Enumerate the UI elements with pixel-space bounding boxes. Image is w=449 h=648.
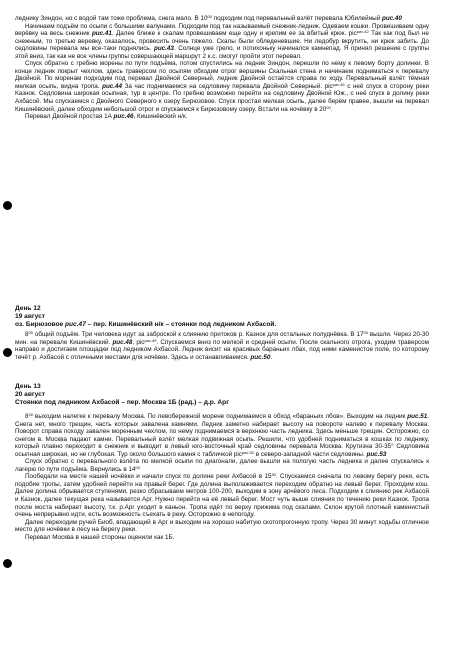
- route-heading: [15, 321, 429, 329]
- figure-ref: рис.40: [381, 15, 402, 22]
- paragraph: Перевал Москва в нашей стороны оценили как 1Б.: [25, 533, 175, 541]
- section-day11-continued: [15, 15, 429, 121]
- superscript-minutes: 30: [28, 412, 33, 417]
- superscript-minutes: 30: [271, 472, 276, 478]
- figure-ref: рис.50: [250, 353, 271, 361]
- figure-ref: рис.47: [64, 321, 86, 328]
- figure-ref: рис.48: [112, 338, 133, 346]
- paragraph: Спуск обратно с гребню морены по пути подъёма, потом спустились на ледник Зиндон, перешли по нему к левому борту долинки. В конце ледник покрыт чехлом, здесь траверсом по осыпям обходим отрог вершины Скальная стена и начинаем подниматься к перевалу Двойной. По моренам подходим под перевал Двойной Северный, ледник Двойной остаётся справа по ходу. Перевальный взлёт тёмная мелкая осыпь, видна тропа. рис.44 За час поднимаемся на седловину перевала Двойной Северный. pic$^{рис.45}$ с неё спуск в сторону реки Казнок. Седловина широкая осыпная, тур в центре. По гребню возможно перейти на седловину Двойной Юж., с неё спуск в долину реки Ахбасой. Мы спускаемся с Двойного Северного к озеру Бирюзовое. Спуск простая мелкая осыпь, далее берём правее, вышли на перевал Кишинёвский, далее обходим небольшой отрог и спускаемся к Бирюзовому озеру. Встали на ночёвку в $20^{00}$.: [15, 60, 429, 113]
- date-heading: 20 август: [15, 391, 46, 398]
- paragraph: Начинаем подъём по осыпи с большими валунами. Подходим под так называемый снежник-ледник. Одеваем кошки. Провешиваем одну верёвку на весь снежник рис.41. Далее ближе к скалам провешиваем еще одну и крепим ее за вбитый крюк. pic$^{рис.42}$ Так как под был не снежным, то третью веревку, оказалось, провесить очень тяжело. Скалы были обледеневшие. Ни ледобур вкрутить, ни крюк забить. До седловины перевала мы все-таки поднялись. рис.43. Солнце уже грело, и потихоньку начинался камнепад. Я принял решение с группы этой вниз, так как не все члены группы совершающей маршрут 2 к.с. смогут пройти этот перевал.: [15, 22, 429, 60]
- paragraph: Спуск обратно с перевального взлёта по мелкой осыпи по диагонали, далее вышли на пологую часть ледника и далее спускались к лагерю по пути подъёма. Вернулись в $14^{00}$: [15, 458, 429, 473]
- superscript-minutes: 00: [363, 330, 368, 335]
- bullet-mark: [3, 348, 12, 357]
- superscript-minutes: рис.49: [144, 337, 157, 343]
- superscript-minutes: рис.42: [356, 29, 369, 35]
- route-heading: Стоянки под ледником Ахбасой – пер. Москва 1Б (рад.) – д.р. Арг: [15, 399, 229, 406]
- superscript-minutes: 30: [28, 330, 33, 335]
- paragraph: $8^{30}$ выходим налегке к перевалу Москва. По левобережной морене поднимаемся в обход «бараньих лбов». Выходим на ледник рис.51. Снега нет, много трещин, часть которых завалена камнями. Ледник заметно набирает высоту на повороте налево к перевалу Москва. Поворот справа походу завален моренным чехлом, по нему поднимаемся в верхнюю часть ледника. Здесь меньше трещин. Осторожно, со снегом в. Москва падают камни. Перевальный взлёт мелкая подвижная осыпь. Решили, что удобней подниматься в кошках по леднику, который плавно переходит в снежник и выводит в левый юго-восточный край седловины перевала Москва. Крутизна 30-35° Седловина осыпная широкая, но не глубокая. Тур около большого камня с табличкой pic$^{рис.52}$ в северо-западной части седловины. рис.53: [15, 412, 429, 458]
- section-day13: [15, 383, 429, 541]
- paragraph: леднику Зиндон, но с водой там тоже проблема, снега мало. В $10^{00}$ подходим под перевальный взлёт перевала Юбилейный рис.40: [15, 14, 402, 22]
- superscript-minutes: рис.45: [332, 81, 345, 87]
- figure-ref: рис.51: [407, 413, 428, 420]
- superscript-minutes: 00: [207, 14, 212, 19]
- bullet-mark: [3, 559, 12, 568]
- bullet-mark: [3, 201, 12, 210]
- figure-ref: рис.53: [366, 450, 387, 458]
- figure-ref: рис.43: [153, 45, 174, 53]
- paragraph: $8^{30}$ общий подъём. Три человека идут за заброской к слиянию притоков р. Казнок для остальных полуднёвка. В $17^{00}$ вышли. Через 20-30 мин. на перевале Кишинёвский. рис.48, pic$^{рис.49}$. Спускаемся вниз по мелкой и средней осыпи. После скального отрога, уходим траверсом направо и достигаем площадки под ледником Ахбасой. Ледник висит на красивых бараньих лбах, под ними каменистое поле, по которому течёт р. Ахбасой с отличными местами для ночёвки. Здесь и останавливаемся. рис.50.: [15, 330, 429, 361]
- section-day12: [15, 305, 429, 361]
- superscript-minutes: 00: [326, 104, 331, 110]
- figure-ref: рис.46: [113, 113, 134, 121]
- paragraph: Пообедали на месте нашей ночёвки и начали спуск по долине реки Ахбасой в $15^{30}$. Спускаемся сначала по левому берегу реки, есть подобие тропы, затем удобней перейти на правый берег. Где долина выполаживается переходим обратно на левый берег. Проходим кош. Далее долина обрывается ступенями, резко сбрасываем метров 100-200, выходим в зону арчёвого леса. Подходим к слиянию рек Ахбасой и Казнок, далее текущая река называется Арг. Нужно перейти на её левый берег. Мост чуть выше слияния по течению реки Казнок. Тропа после моста набирает высоту, т.к. р.Арг уходит в каньон. Тропа идёт по верху прижима под скалами. Склон крутой плотный каменистый очень непрерывно идти, есть возможность съехать в реку. Осторожно в непогоду.: [15, 472, 429, 519]
- paragraph: Далее переходим ручей Биоб, впадающий в Арг и выходим на хорошо набитую скотопрогонную тропу. Через 30 минут ходьбы отличное место для ночёвки в лесу на берегу реки.: [15, 518, 429, 534]
- superscript-minutes: рис.52: [241, 449, 254, 455]
- superscript-minutes: 00: [135, 464, 140, 470]
- figure-ref: рис.44: [102, 82, 123, 90]
- route-start: оз. Бирюзовое: [15, 321, 65, 328]
- route-rest: – пер. Кишинёвский н/к – стоянки под ледником Ахбасой.: [85, 321, 277, 328]
- date-heading: 19 август: [15, 313, 46, 320]
- day-heading: День 13: [15, 383, 41, 390]
- paragraph: Перевал Двойной простая 1А рис.46, Кишинёвский н/к.: [25, 113, 188, 121]
- figure-ref: рис.41: [91, 30, 112, 38]
- day-heading: День 12: [15, 305, 41, 312]
